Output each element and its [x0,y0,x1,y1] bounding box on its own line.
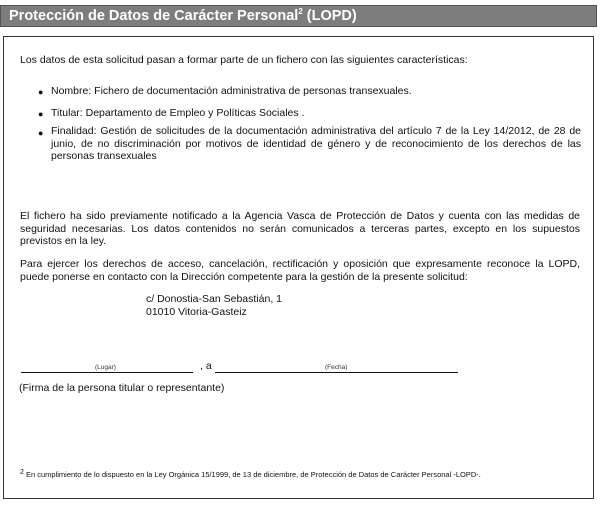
place-label: (Lugar) [95,364,116,371]
date-line[interactable] [215,372,458,373]
intro-text: Los datos de esta solicitud pasan a formar parte de un fichero con las siguientes características: [20,54,468,66]
signature-caption: (Firma de la persona titular o representante) [19,382,225,394]
bullet-icon: ● [38,109,44,119]
date-separator: , a [200,360,212,372]
bullet-name: Nombre: Fichero de documentación administrativa de personas transexuales. [51,85,412,97]
section-header [0,5,597,27]
section-title-suffix: (LOPD) [302,8,357,24]
date-label: (Fecha) [325,364,348,371]
bullet-icon: ● [38,87,44,97]
footnote-reference: 2 [298,7,303,16]
section-title: Protección de Datos de Carácter Personal [9,8,299,24]
bullet-finalidad: Finalidad: Gestión de solicitudes de la documentación administrativa del artículo 7 de la Ley 14/2012, de 28 de junio, de no discriminación por motivos de identidad de género y de reconocimiento de los derechos de las personas transexuales [51,125,581,162]
place-line[interactable] [21,372,193,373]
footnote [20,470,580,480]
rights-paragraph: Para ejercer los derechos de acceso, cancelación, rectificación y oposición que expresamente reconoce la LOPD, puede ponerse en contacto con la Dirección competente para la gestión de la presente solicitud: [20,258,580,283]
footnote-mark: 2 [20,469,24,476]
footnote-text: En cumplimiento de lo dispuesto en la Ley Orgánica 15/1999, de 13 de diciembre, de Protección de Datos de Carácter Personal -LOPD-. [26,470,481,479]
bullet-icon: ● [38,128,44,138]
address-line-2: 01010 Vitoria-Gasteiz [146,306,247,318]
bullet-titular: Titular: Departamento de Empleo y Políticas Sociales . [51,107,305,119]
address-line-1: c/ Donostia-San Sebastián, 1 [146,293,282,305]
notice-paragraph: El fichero ha sido previamente notificado a la Agencia Vasca de Protección de Datos y cuenta con las medidas de seguridad necesarias. Los datos contenidos no serán comunicados a terceras partes, excepto en los supuestos previstos en la ley. [20,210,580,247]
lopd-notice-box [3,36,594,499]
